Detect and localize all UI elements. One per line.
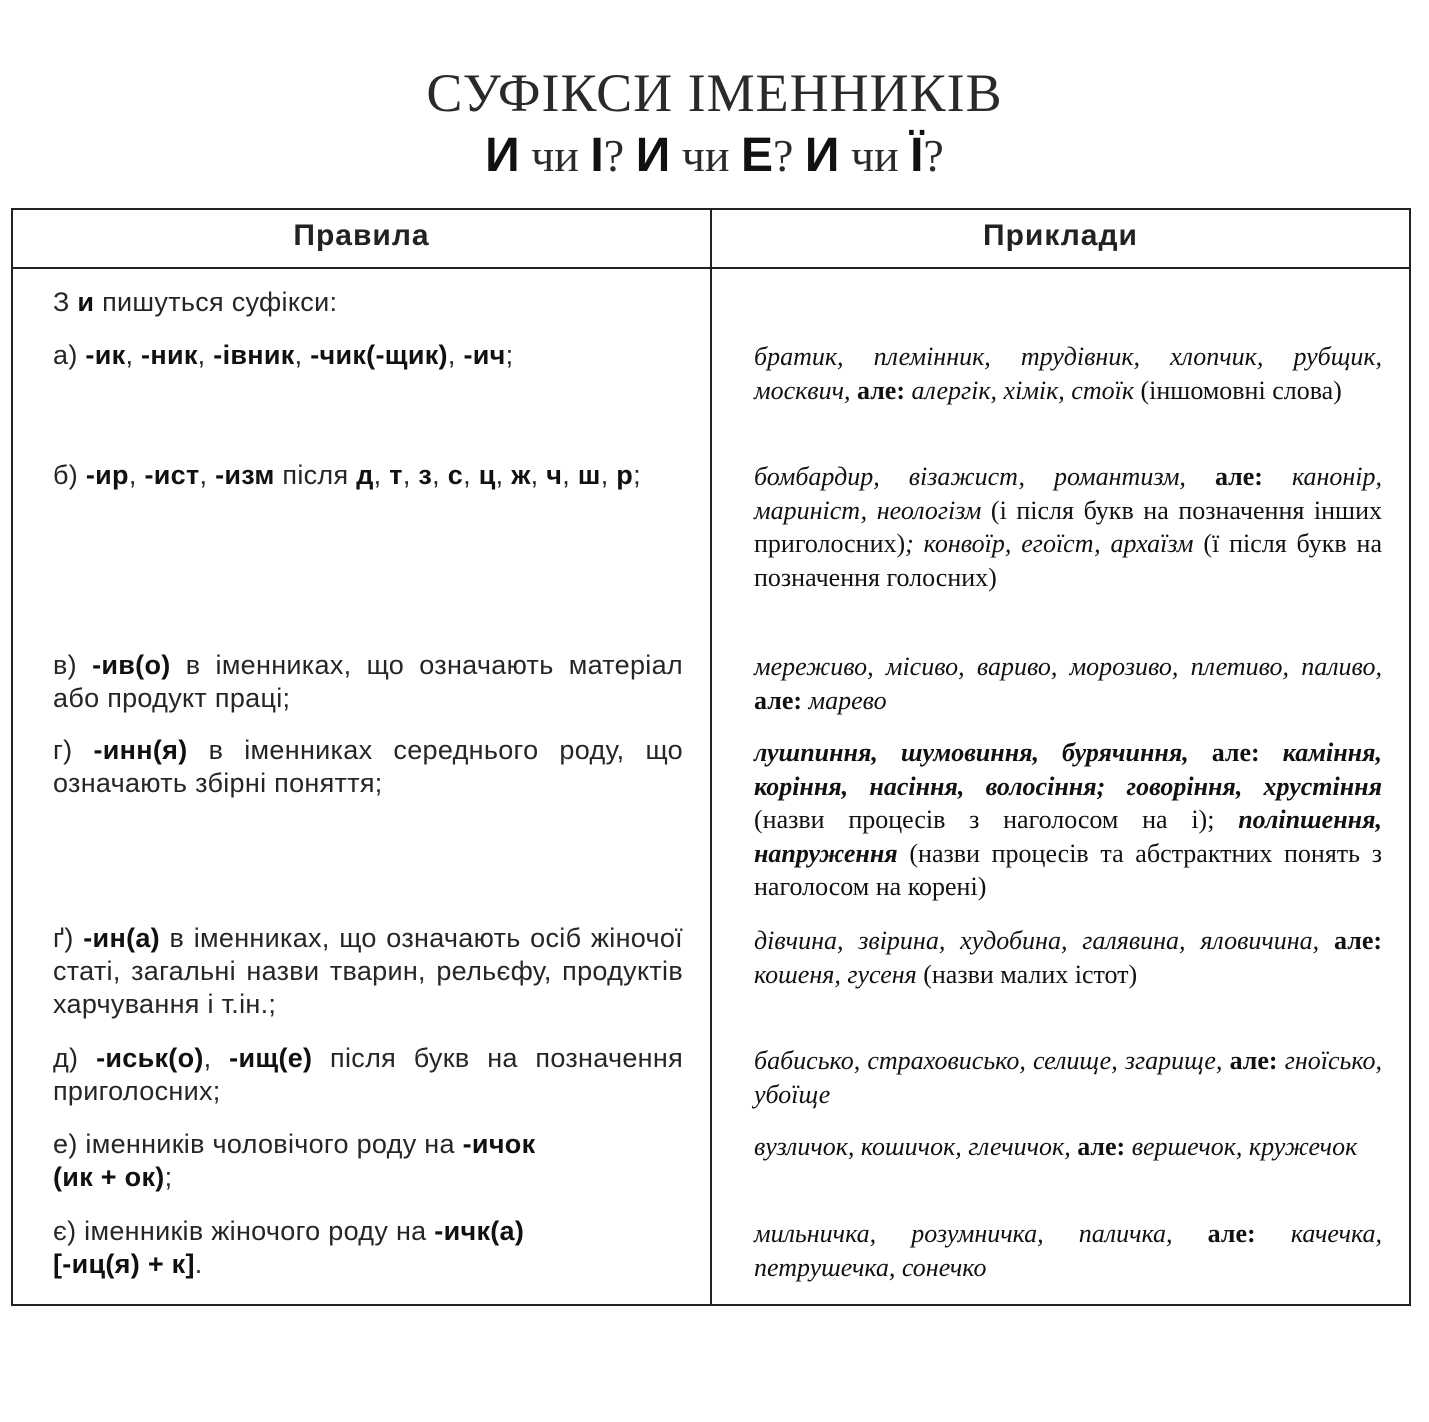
suffix-rules-table <box>11 208 1411 1306</box>
header-rules: Правила <box>293 219 430 252</box>
rule-d: д) -иськ(о), -ищ(е) після букв на позначення приголосних; <box>53 1043 683 1106</box>
example-e: вузличок, кошичок, глечичок, але: вершечок, кружечок <box>754 1132 1358 1161</box>
example-g: лушпиння, шумовиння, бурячиння, але: каміння, коріння, насіння, волосіння; говоріння, хрустіння (назви процесів з наголосом на і); поліпшення, напруження (назви процесів та абстрактних понять з наголосом на корені) <box>754 738 1382 901</box>
example-ye: мильничка, розумничка, паличка, але: качечка, петрушечка, сонечко <box>754 1219 1383 1282</box>
rules-intro: З и пишуться суфікси: <box>53 287 338 317</box>
example-a: братик, племінник, трудівник, хлопчик, рубщик, москвич, але: алергік, хімік, стоїк (іншомовні слова) <box>754 342 1382 405</box>
example-d: бабисько, страховисько, селище, згарище, але: гноїсько, убоїще <box>754 1046 1383 1109</box>
header-divider <box>13 267 1409 269</box>
rule-e: е) іменників чоловічого роду на -ичок (ик + ок); <box>53 1129 536 1192</box>
example-gg: дівчина, звірина, худобина, галявина, яловичина, але: кошеня, гусеня (назви малих істот) <box>754 926 1383 989</box>
page-subtitle: И чи І? И чи Е? И чи Ї? <box>485 129 944 182</box>
rule-ye: є) іменників жіночого роду на -ичк(а) [-иц(я) + к]. <box>53 1216 525 1279</box>
example-v: мереживо, місиво, вариво, морозиво, плетиво, паливо, але: марево <box>754 652 1382 715</box>
rule-gg: ґ) -ин(а) в іменниках, що означають осіб жіночої статі, загальні назви тварин, рельєфу, продуктів харчування і т.ін.; <box>53 923 683 1019</box>
rule-g: г) -инн(я) в іменниках середнього роду, що означають збірні поняття; <box>53 735 683 798</box>
page-title: СУФІКСИ ІМЕННИКІВ <box>426 63 1003 123</box>
rule-b: б) -ир, -ист, -изм після д, т, з, с, ц, ж, ч, ш, р; <box>53 460 641 490</box>
rule-a: а) -ик, -ник, -івник, -чик(-щик), -ич; <box>53 340 514 370</box>
rule-v: в) -ив(о) в іменниках, що означають матеріал або продукт праці; <box>53 650 683 713</box>
column-divider <box>710 210 712 1304</box>
example-b: бомбардир, візажист, романтизм, але: канонір, мариніст, неологізм (і після букв на позначення інших приголосних); конвоїр, егоїст, архаїзм (ї після букв на позначення голосних) <box>754 462 1383 592</box>
header-examples: Приклади <box>983 219 1138 252</box>
